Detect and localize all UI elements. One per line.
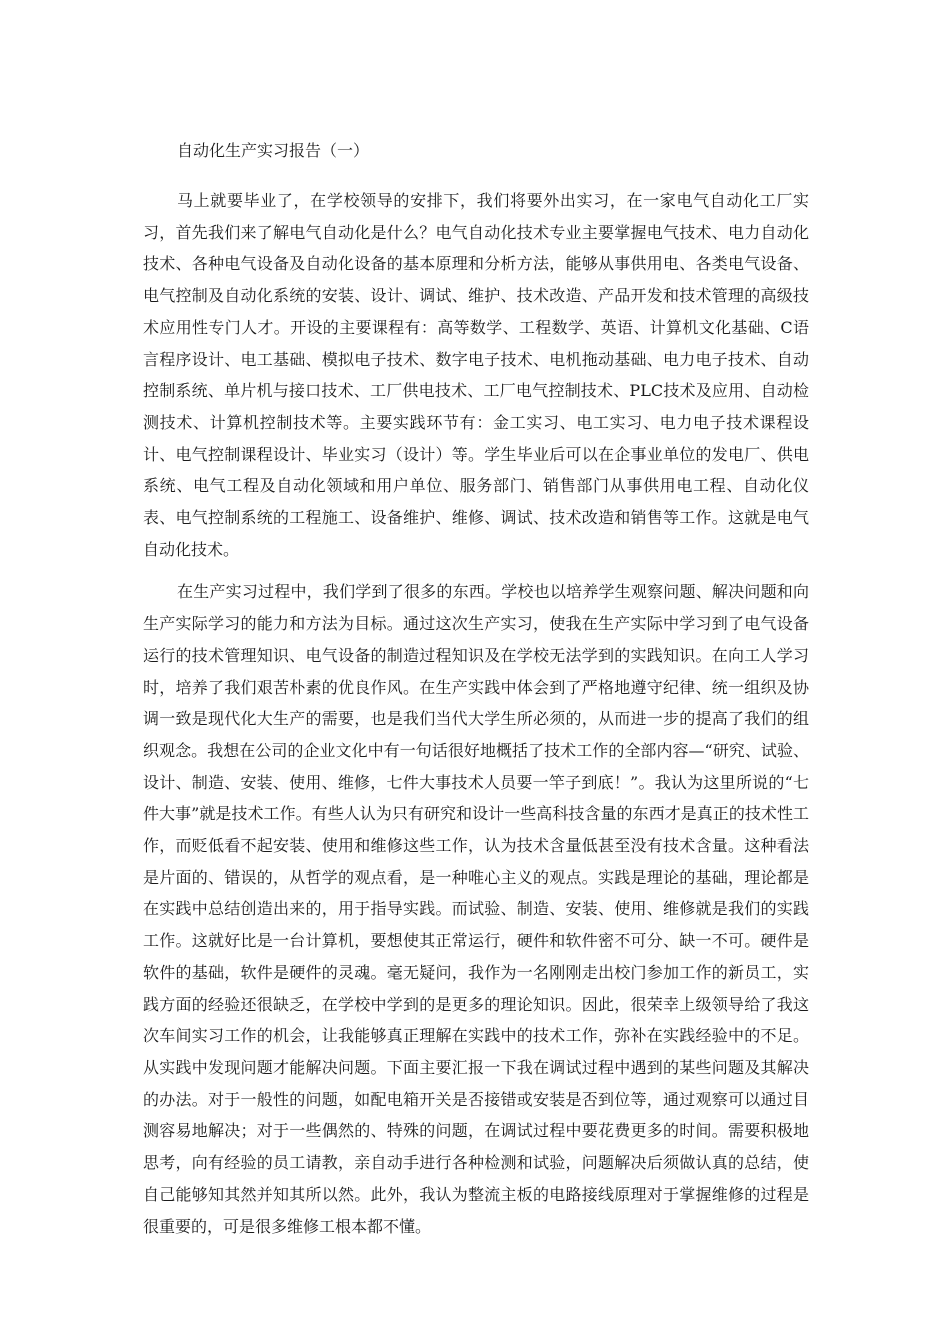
document-body [143, 133, 809, 1253]
paragraph-internship-process: 在生产实习过程中，我们学到了很多的东西。学校也以培养学生观察问题、解决问题和向生产实际学习的能力和方法为目标。通过这次生产实习，使我在生产实际中学习到了电气设备运行的技术管理知识、电气设备的制造过程知识及在学校无法学到的实践知识。在向工人学习时，培养了我们艰苦朴素的优良作风。在生产实践中体会到了严格地遵守纪律、统一组织及协调一致是现代化大生产的需要，也是我们当代大学生所必须的，从而进一步的提高了我们的组织观念。我想在公司的企业文化中有一句话很好地概括了技术工作的全部内容—“研究、试验、设计、制造、安装、使用、维修，七件大事技术人员要一竿子到底！”。我认为这里所说的“七件大事”就是技术工作。有些人认为只有研究和设计一些高科技含量的东西才是真正的技术性工作，而贬低看不起安装、使用和维修这些工作，认为技术含量低甚至没有技术含量。这种看法是片面的、错误的，从哲学的观点看，是一种唯心主义的观点。实践是理论的基础，理论都是在实践中总结创造出来的，用于指导实践。而试验、制造、安装、使用、维修就是我们的实践工作。这就好比是一台计算机，要想使其正常运行，硬件和软件密不可分、缺一不可。硬件是软件的基础，软件是硬件的灵魂。毫无疑问，我作为一名刚刚走出校门参加工作的新员工，实践方面的经验还很缺乏，在学校中学到的是更多的理论知识。因此，很荣幸上级领导给了我这次车间实习工作的机会，让我能够真正理解在实践中的技术工作，弥补在实践经验中的不足。从实践中发现问题才能解决问题。下面主要汇报一下我在调试过程中遇到的某些问题及其解决的办法。对于一般性的问题，如配电箱开关是否接错或安装是否到位等，通过观察可以通过目测容易地解决；对于一些偶然的、特殊的问题，在调试过程中要花费更多的时间。需要积极地思考，向有经验的员工请教，亲自动手进行各种检测和试验，问题解决后须做认真的总结，使自己能够知其然并知其所以然。此外，我认为整流主板的电路接线原理对于掌握维修的过程是很重要的，可是很多维修工根本都不懂。 [143, 582, 809, 1236]
document-title: 自动化生产实习报告（一） [177, 141, 370, 160]
paragraph-intro: 马上就要毕业了，在学校领导的安排下，我们将要外出实习，在一家电气自动化工厂实习，首先我们来了解电气自动化是什么？电气自动化技术专业主要掌握电气技术、电力自动化技术、各种电气设备及自动化设备的基本原理和分析方法，能够从事供用电、各类电气设备、电气控制及自动化系统的安装、设计、调试、维护、技术改造、产品开发和技术管理的高级技术应用性专门人才。开设的主要课程有：高等数学、工程数学、英语、计算机文化基础、C语言程序设计、电工基础、模拟电子技术、数字电子技术、电机拖动基础、电力电子技术、自动控制系统、单片机与接口技术、工厂供电技术、工厂电气控制技术、PLC技术及应用、自动检测技术、计算机控制技术等。主要实践环节有：金工实习、电工实习、电力电子技术课程设计、电气控制课程设计、毕业实习（设计）等。学生毕业后可以在企事业单位的发电厂、供电系统、电气工程及自动化领域和用户单位、服务部门、销售部门从事供用电工程、自动化仪表、电气控制系统的工程施工、设备维护、维修、调试、技术改造和销售等工作。这就是电气自动化技术。 [143, 191, 809, 559]
